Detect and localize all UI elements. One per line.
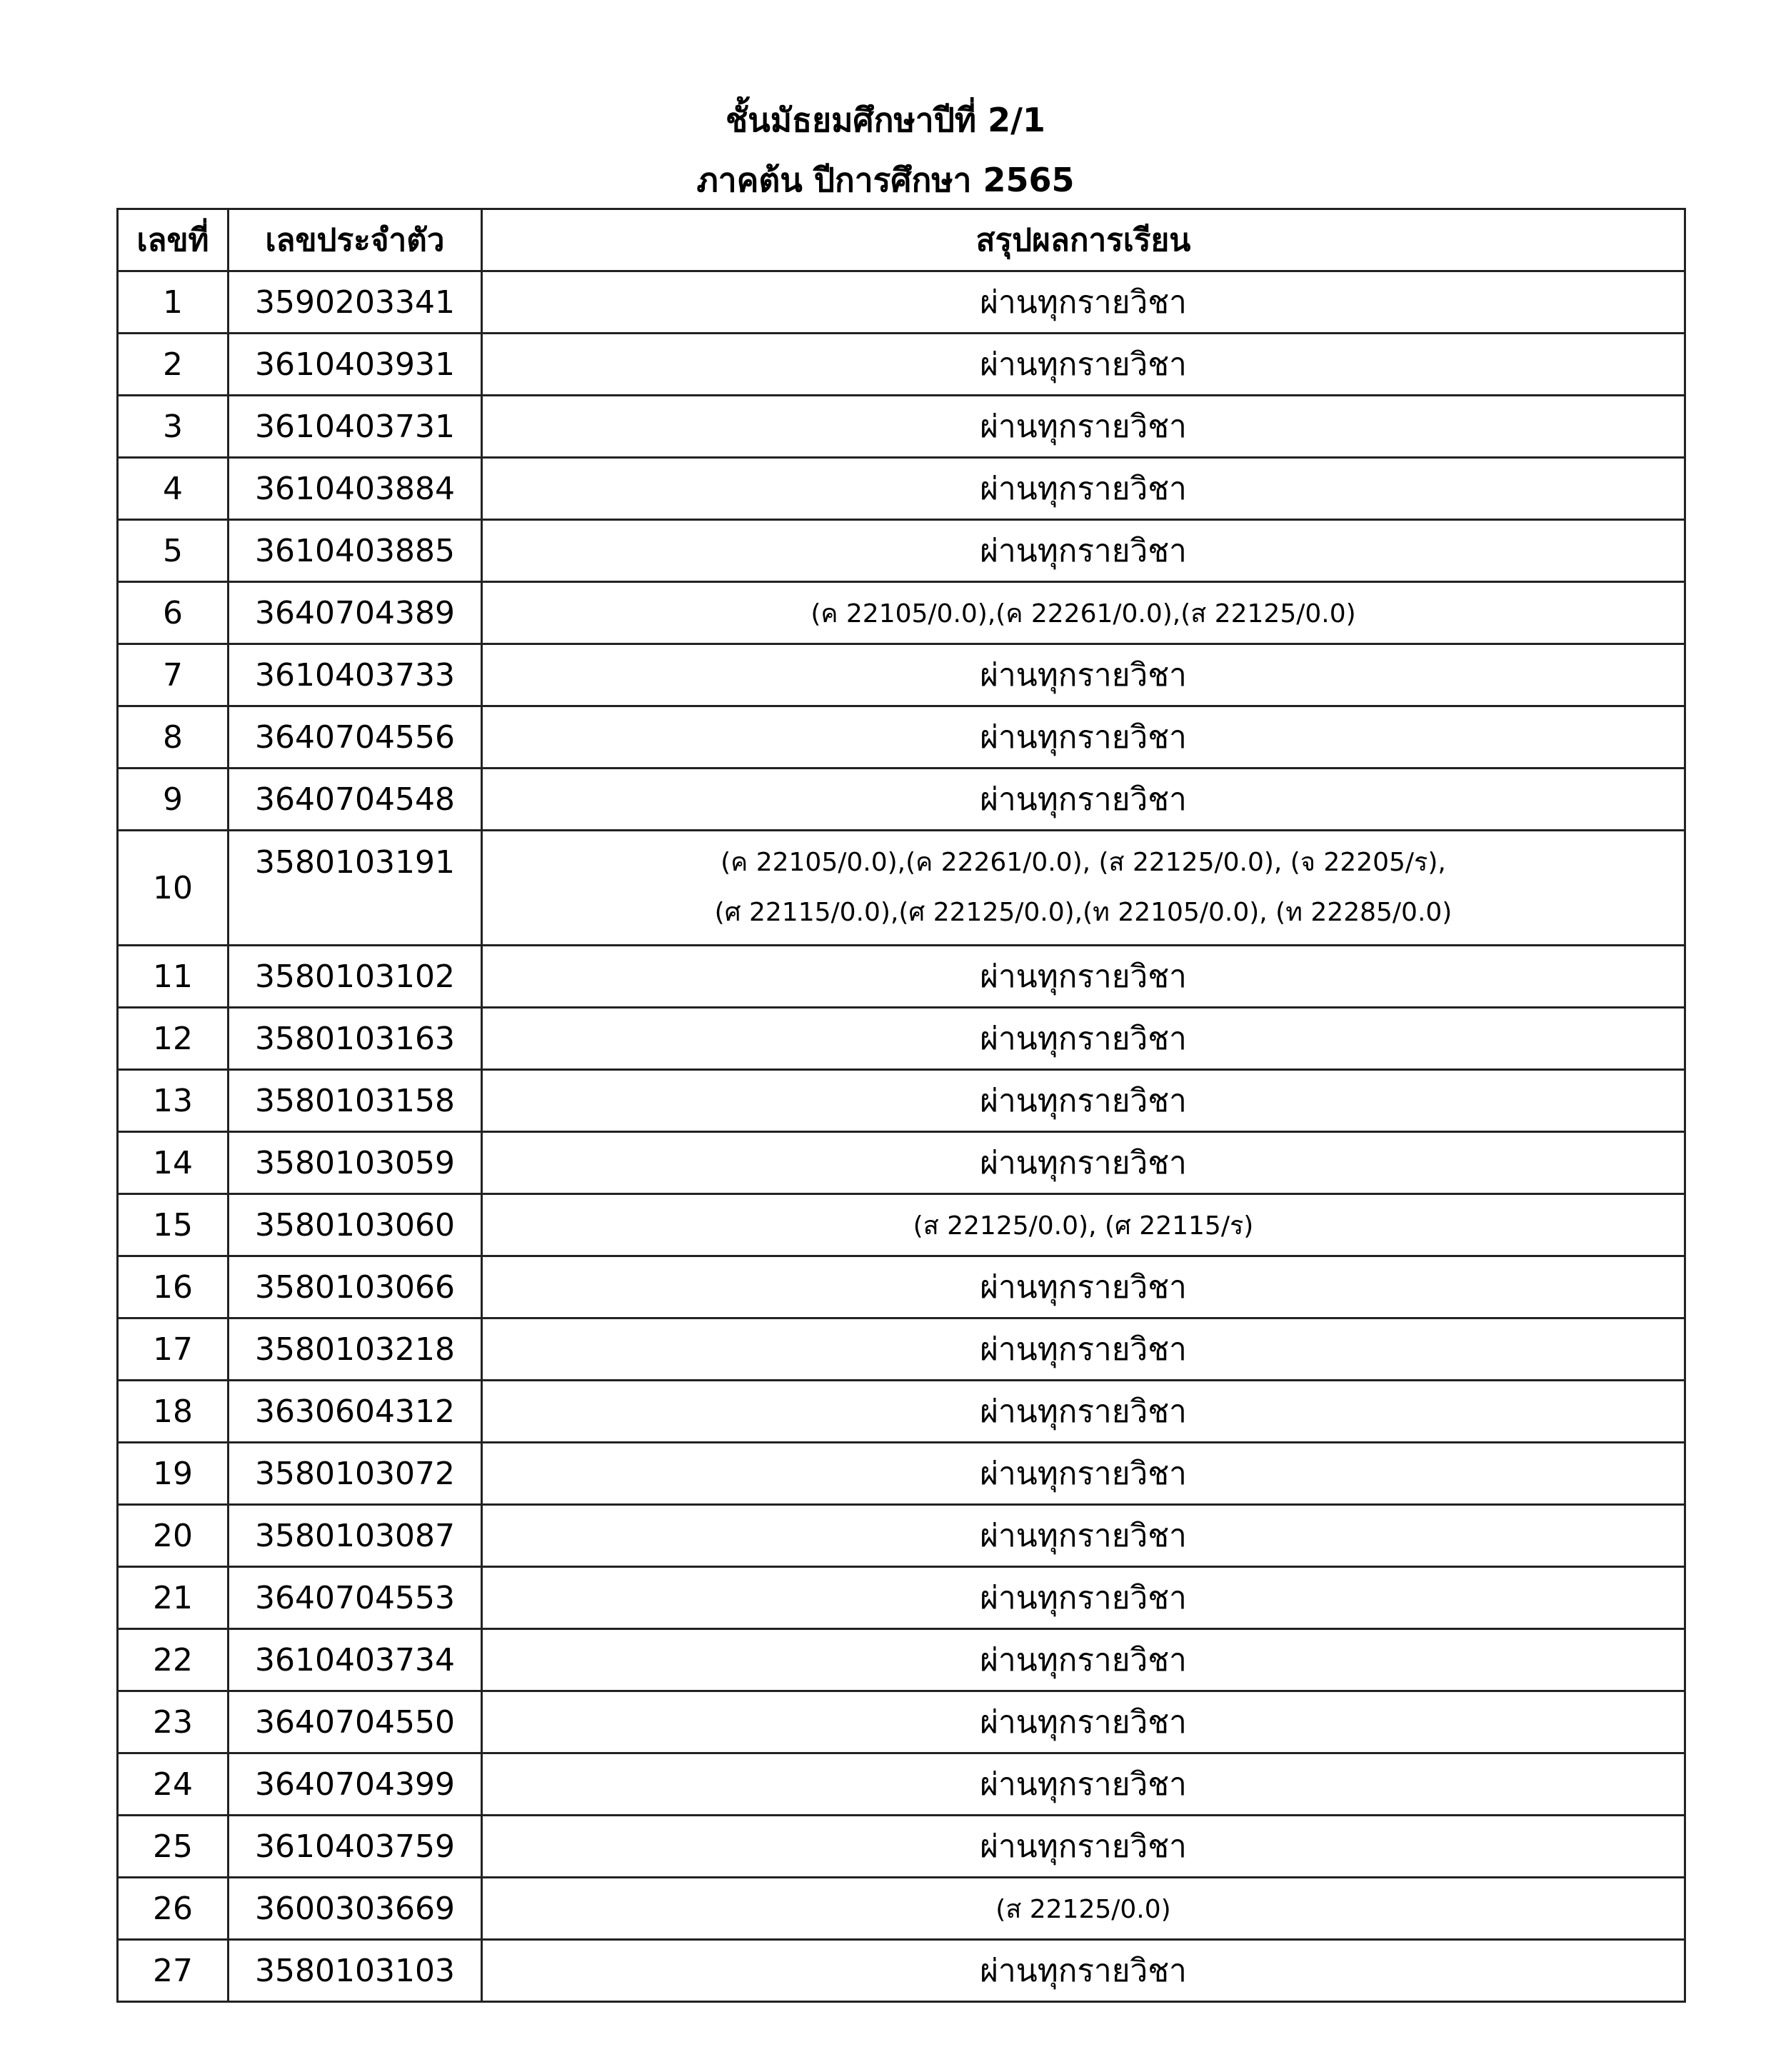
cell-student-id: 3640704550 (229, 1691, 482, 1753)
page-title: ชั้นมัธยมศึกษาปีที่ 2/1 (726, 101, 1045, 139)
cell-number: 20 (118, 1505, 229, 1567)
cell-result: ผ่านทุกรายวิชา (482, 769, 1685, 831)
cell-number: 3 (118, 396, 229, 458)
cell-number: 19 (118, 1443, 229, 1505)
table-row (118, 644, 1685, 706)
cell-result: ผ่านทุกรายวิชา (482, 1008, 1685, 1070)
cell-student-id: 3580103163 (229, 1008, 482, 1070)
cell-number: 23 (118, 1691, 229, 1753)
cell-result: ผ่านทุกรายวิชา (482, 1753, 1685, 1816)
cell-number: 4 (118, 458, 229, 520)
table-row (118, 1008, 1685, 1070)
cell-result: ผ่านทุกรายวิชา (482, 396, 1685, 458)
table-row (118, 1629, 1685, 1691)
cell-student-id: 3580103066 (229, 1256, 482, 1318)
table-row (118, 458, 1685, 520)
cell-result: ผ่านทุกรายวิชา (482, 1070, 1685, 1132)
cell-student-id: 3630604312 (229, 1381, 482, 1443)
cell-number: 9 (118, 769, 229, 831)
cell-number: 8 (118, 706, 229, 769)
cell-result: ผ่านทุกรายวิชา (482, 946, 1685, 1008)
cell-student-id: 3580103060 (229, 1194, 482, 1256)
table-row (118, 520, 1685, 582)
cell-result: ผ่านทุกรายวิชา (482, 1567, 1685, 1629)
cell-student-id: 3580103103 (229, 1940, 482, 2002)
cell-result: ผ่านทุกรายวิชา (482, 1691, 1685, 1753)
cell-student-id: 3640704553 (229, 1567, 482, 1629)
cell-number: 26 (118, 1878, 229, 1940)
table-row (118, 1691, 1685, 1753)
cell-result: (ส 22125/0.0) (482, 1878, 1685, 1940)
cell-number: 6 (118, 582, 229, 644)
cell-result: ผ่านทุกรายวิชา (482, 1256, 1685, 1318)
table-row (118, 1567, 1685, 1629)
cell-student-id: 3580103191 (229, 831, 482, 946)
table-row (118, 706, 1685, 769)
cell-number: 18 (118, 1381, 229, 1443)
cell-result: ผ่านทุกรายวิชา (482, 458, 1685, 520)
cell-number: 27 (118, 1940, 229, 2002)
cell-number: 25 (118, 1816, 229, 1878)
cell-student-id: 3640704389 (229, 582, 482, 644)
cell-result: ผ่านทุกรายวิชา (482, 1629, 1685, 1691)
cell-result: ผ่านทุกรายวิชา (482, 1505, 1685, 1567)
cell-number: 5 (118, 520, 229, 582)
cell-student-id: 3580103059 (229, 1132, 482, 1194)
table-row (118, 396, 1685, 458)
table-row (118, 1381, 1685, 1443)
result-line: (ค 22105/0.0),(ค 22261/0.0), (ส 22125/0.0), (จ 22205/ร), (721, 848, 1446, 877)
cell-number: 17 (118, 1318, 229, 1381)
page-subtitle: ภาคต้น ปีการศึกษา 2565 (696, 161, 1075, 199)
cell-student-id: 3640704556 (229, 706, 482, 769)
cell-result: ผ่านทุกรายวิชา (482, 520, 1685, 582)
table-row (118, 1443, 1685, 1505)
cell-student-id: 3580103087 (229, 1505, 482, 1567)
table-row (118, 334, 1685, 396)
table-row (118, 1070, 1685, 1132)
table-row (118, 1816, 1685, 1878)
cell-number: 12 (118, 1008, 229, 1070)
cell-number: 21 (118, 1567, 229, 1629)
table-row (118, 1256, 1685, 1318)
table-row (118, 1505, 1685, 1567)
cell-student-id: 3610403885 (229, 520, 482, 582)
table-row (118, 1940, 1685, 2002)
cell-number: 10 (118, 831, 229, 946)
cell-student-id: 3610403759 (229, 1816, 482, 1878)
cell-number: 22 (118, 1629, 229, 1691)
cell-result: ผ่านทุกรายวิชา (482, 1443, 1685, 1505)
cell-number: 15 (118, 1194, 229, 1256)
cell-result: ผ่านทุกรายวิชา (482, 1381, 1685, 1443)
cell-result: ผ่านทุกรายวิชา (482, 1940, 1685, 2002)
table-row (118, 1753, 1685, 1816)
cell-student-id: 3610403734 (229, 1629, 482, 1691)
cell-result: ผ่านทุกรายวิชา (482, 271, 1685, 334)
results-table (116, 208, 1686, 2003)
table-row (118, 1318, 1685, 1381)
cell-student-id: 3580103102 (229, 946, 482, 1008)
cell-result: ผ่านทุกรายวิชา (482, 1132, 1685, 1194)
cell-student-id: 3610403931 (229, 334, 482, 396)
table-row (118, 946, 1685, 1008)
cell-student-id: 3580103158 (229, 1070, 482, 1132)
cell-result: ผ่านทุกรายวิชา (482, 1318, 1685, 1381)
table-header-row (118, 209, 1685, 271)
cell-student-id: 3580103218 (229, 1318, 482, 1381)
cell-result (482, 831, 1685, 946)
cell-result: (ค 22105/0.0),(ค 22261/0.0),(ส 22125/0.0) (482, 582, 1685, 644)
table-row (118, 769, 1685, 831)
cell-result: ผ่านทุกรายวิชา (482, 644, 1685, 706)
table-row (118, 1878, 1685, 1940)
cell-number: 13 (118, 1070, 229, 1132)
cell-result: (ส 22125/0.0), (ศ 22115/ร) (482, 1194, 1685, 1256)
table-row (118, 831, 1685, 946)
cell-result: ผ่านทุกรายวิชา (482, 1816, 1685, 1878)
cell-number: 11 (118, 946, 229, 1008)
cell-number: 2 (118, 334, 229, 396)
cell-number: 24 (118, 1753, 229, 1816)
column-header-number: เลขที่ (118, 209, 229, 271)
cell-number: 1 (118, 271, 229, 334)
cell-student-id: 3640704399 (229, 1753, 482, 1816)
cell-student-id: 3610403884 (229, 458, 482, 520)
column-header-student-id: เลขประจำตัว (229, 209, 482, 271)
cell-student-id: 3610403733 (229, 644, 482, 706)
cell-number: 16 (118, 1256, 229, 1318)
cell-student-id: 3610403731 (229, 396, 482, 458)
cell-number: 14 (118, 1132, 229, 1194)
cell-student-id: 3590203341 (229, 271, 482, 334)
table-row (118, 582, 1685, 644)
result-line: (ศ 22115/0.0),(ศ 22125/0.0),(ท 22105/0.0), (ท 22285/0.0) (714, 898, 1453, 927)
cell-student-id: 3580103072 (229, 1443, 482, 1505)
column-header-result: สรุปผลการเรียน (482, 209, 1685, 271)
cell-result: ผ่านทุกรายวิชา (482, 706, 1685, 769)
cell-student-id: 3640704548 (229, 769, 482, 831)
cell-number: 7 (118, 644, 229, 706)
table-row (118, 1132, 1685, 1194)
table-row (118, 271, 1685, 334)
cell-student-id: 3600303669 (229, 1878, 482, 1940)
table-row (118, 1194, 1685, 1256)
cell-result: ผ่านทุกรายวิชา (482, 334, 1685, 396)
